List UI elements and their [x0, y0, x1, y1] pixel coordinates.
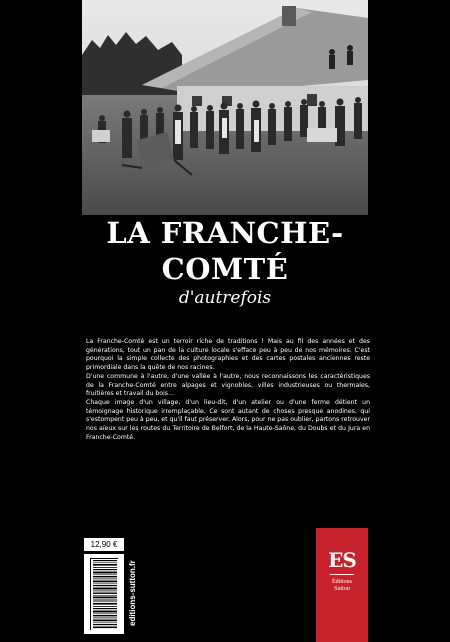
- publisher-logo: [316, 528, 368, 642]
- logo-monogram: ES: [328, 548, 356, 572]
- cover-photo: [82, 0, 368, 215]
- blurb-paragraph: Chaque image d'un village, d'un lieu-dit, d'un atelier ou d'une ferme détient un témoignage historique irremplaçable. Ce sont autant de choses presque anodines, qui s'estompent peu à peu, et qu'il faut préserver. Alors, pour ne pas oublier, partons retrouver nos aïeux sur les routes du Territoire de Belfort, de la Haute-Saône, du Doubs et du Jura en Franche-Comté.: [86, 398, 370, 441]
- logo-name-line1: Éditions: [331, 579, 352, 585]
- book-title-line2: COMTÉ: [161, 252, 289, 286]
- logo-divider: [330, 574, 354, 575]
- website-text: editions-sutton.fr: [128, 560, 137, 626]
- publisher-website: [128, 546, 140, 626]
- blurb-paragraph: D'une commune à l'autre, d'une vallée à l'autre, nous reconnaissons les caractéristiques de la Franche-Comté entre alpages et vignobles, villes industrieuses ou thermales, fruitières et travail du bois…: [86, 372, 370, 398]
- logo-name-line2: Sutton: [334, 586, 350, 592]
- barcode: [84, 554, 124, 634]
- barcode-icon: [84, 554, 124, 634]
- book-title-line1: LA FRANCHE-: [106, 216, 344, 250]
- blurb-paragraph: La Franche-Comté est un terroir riche de traditions ! Mais au fil des années et des générations, tout un pan de la culture locale s'efface peu à peu de nos mémoires. C'est pourquoi la simple collecte des photographies et des cartes postales anciennes reste primordiale dans la quête de nos racines.: [86, 338, 370, 372]
- price-label: 12,90 €: [84, 538, 124, 551]
- book-subtitle: d'autrefois: [178, 288, 272, 308]
- back-cover-blurb: [86, 338, 370, 442]
- historic-farm-photo: [82, 0, 368, 215]
